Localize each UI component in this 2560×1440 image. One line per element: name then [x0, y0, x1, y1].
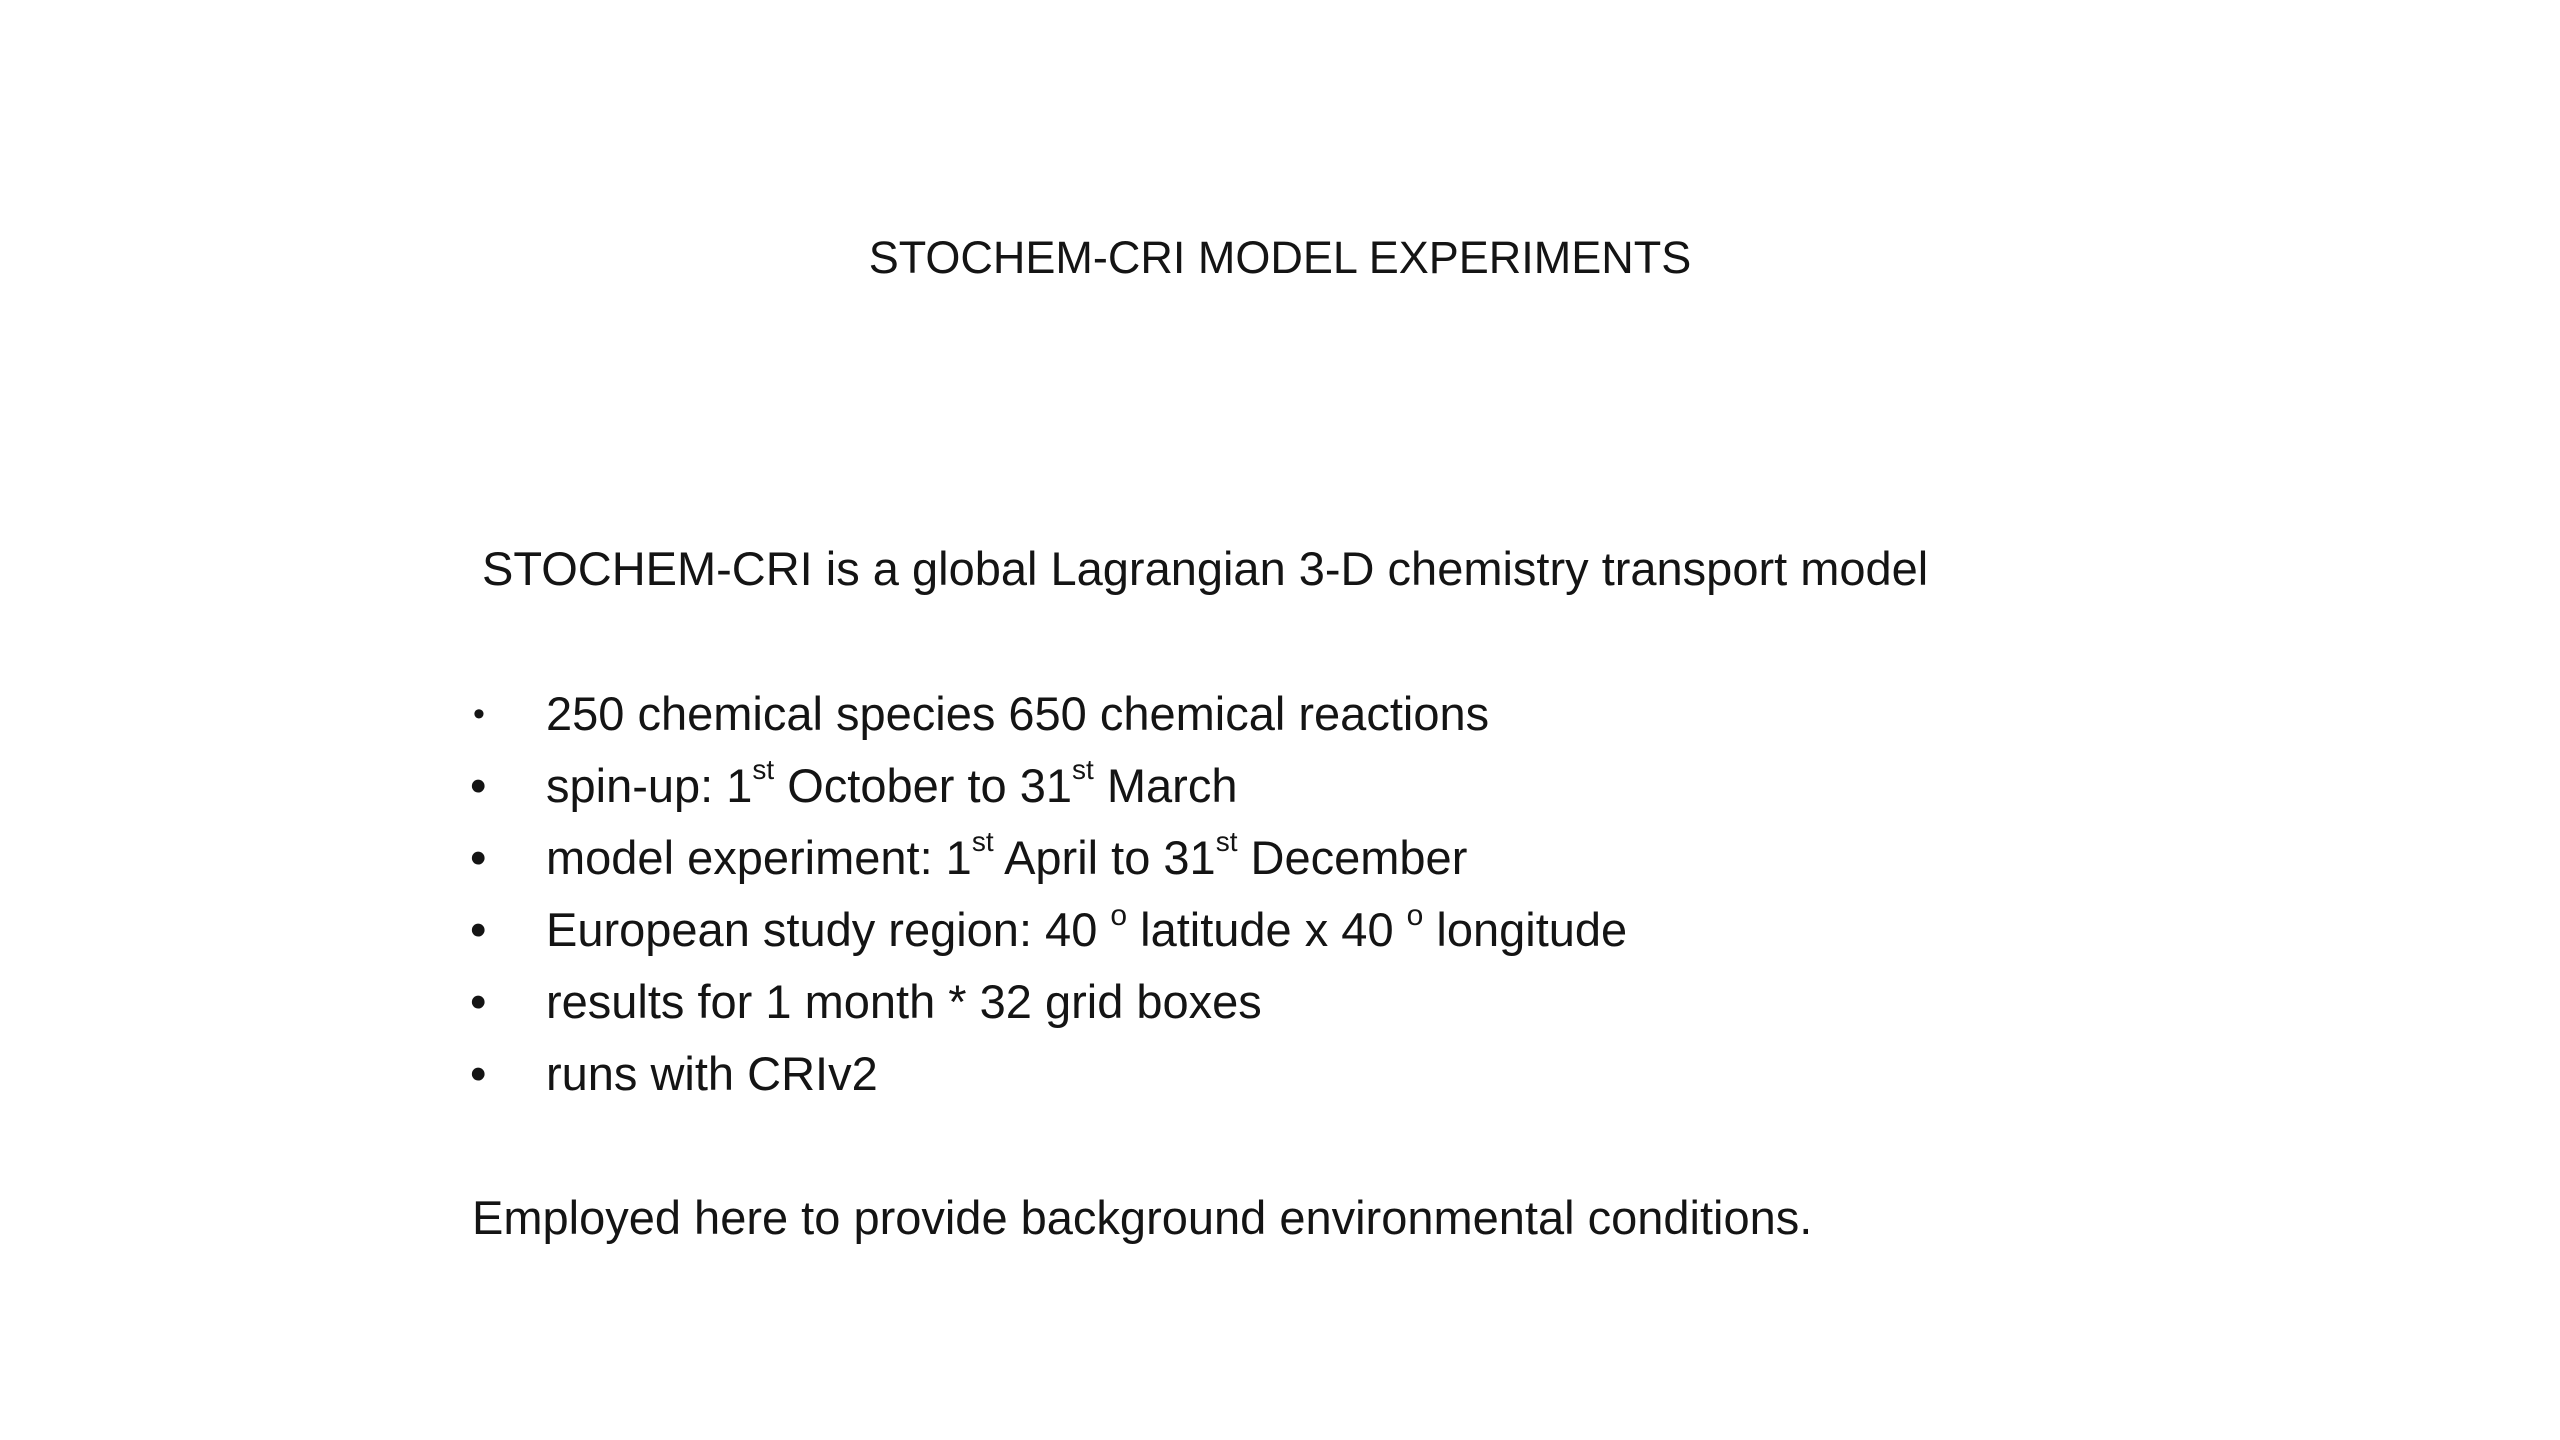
text-part: December: [1237, 831, 1468, 884]
bullet-dot-icon: •: [470, 1047, 487, 1100]
bullet-text: 250 chemical species 650 chemical reactions: [546, 687, 1490, 740]
bullet-dot-icon: •: [470, 759, 487, 812]
text-part: latitude x 40: [1127, 903, 1407, 956]
superscript: st: [971, 826, 994, 858]
degree-symbol: o: [1110, 899, 1128, 933]
superscript: st: [752, 754, 775, 786]
superscript: st: [1072, 754, 1094, 786]
bullet-text: runs with CRIv2: [546, 1047, 878, 1100]
intro-text: STOCHEM-CRI is a global Lagrangian 3-D chemistry transport model: [482, 542, 1929, 595]
text-part: October to 31: [774, 759, 1073, 812]
bullet-dot-icon: •: [470, 831, 487, 884]
bullet-text: [546, 826, 1467, 890]
text-part: longitude: [1423, 903, 1628, 956]
text-part: model experiment: 1: [546, 831, 972, 884]
bullet-dot-icon: •: [470, 903, 487, 956]
text-part: spin-up: 1: [546, 759, 753, 812]
text-part: April to 31: [993, 831, 1216, 884]
bullet-text: [546, 754, 1237, 818]
text-part: March: [1093, 759, 1238, 812]
outro-text: Employed here to provide background environmental conditions.: [472, 1191, 1813, 1244]
bullet-dot-icon: •: [473, 695, 485, 733]
superscript: st: [1215, 826, 1238, 858]
text-part: European study region: 40: [546, 903, 1111, 956]
bullet-dot-icon: •: [470, 975, 487, 1028]
slide-title: STOCHEM-CRI MODEL EXPERIMENTS: [868, 232, 1692, 283]
bullet-text: [546, 898, 1627, 962]
bullet-text: results for 1 month * 32 grid boxes: [546, 975, 1262, 1028]
degree-symbol: o: [1406, 899, 1424, 933]
